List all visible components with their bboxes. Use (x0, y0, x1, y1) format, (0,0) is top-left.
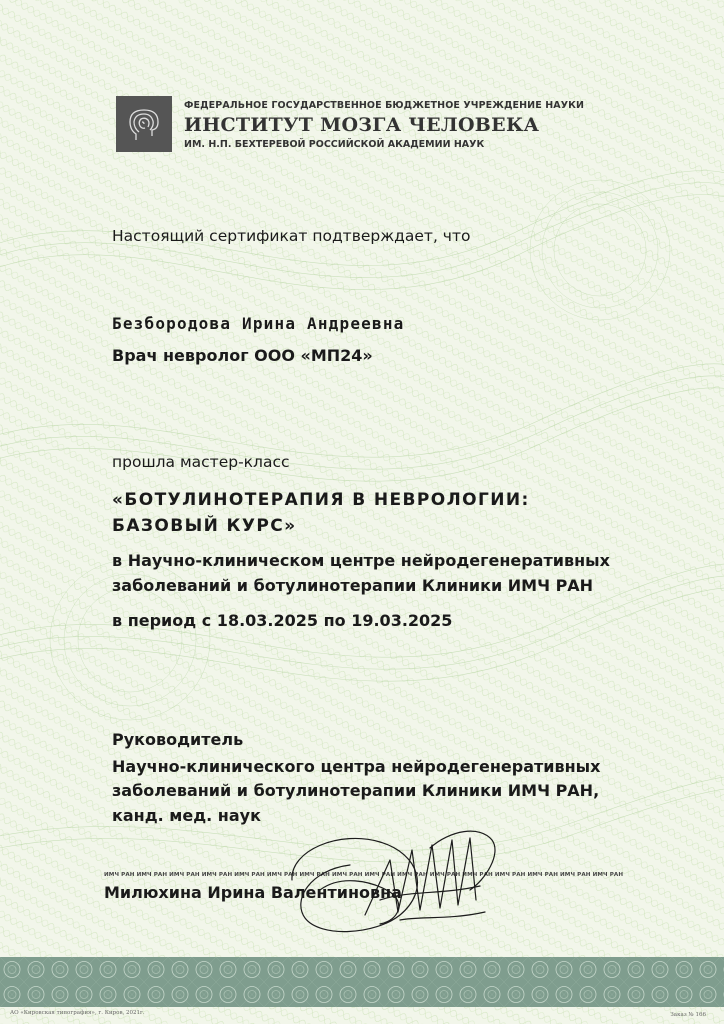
signer-name: Милюхина Ирина Валентиновна (104, 883, 402, 902)
head-title-line1: Руководитель (112, 730, 244, 749)
brain-profile-icon (122, 102, 166, 146)
org-affiliation-line: ИМ. Н.П. БЕХТЕРЕВОЙ РОССИЙСКОЙ АКАДЕМИИ НАУК (184, 139, 485, 150)
order-number: Заказ № 166 (670, 1012, 706, 1018)
ornament-strip (0, 957, 724, 1007)
printer-imprint: АО «Кировская типография», г. Киров, 2021г. (10, 1010, 145, 1016)
org-type-line: ФЕДЕРАЛЬНОЕ ГОСУДАРСТВЕННОЕ БЮДЖЕТНОЕ УЧРЕЖДЕНИЕ НАУКИ (184, 100, 585, 111)
institute-logo (116, 96, 172, 152)
course-title-line2: БАЗОВЫЙ КУРС» (112, 516, 297, 536)
head-title-line2: Научно-клинического центра нейродегенеративных (112, 757, 601, 776)
location-line2: заболеваний и ботулинотерапии Клиники ИМЧ РАН (112, 576, 594, 595)
course-period: в период с 18.03.2025 по 19.03.2025 (112, 611, 453, 630)
head-title-line4: канд. мед. наук (112, 806, 261, 825)
microtext-line: ИМЧ РАН ИМЧ РАН ИМЧ РАН ИМЧ РАН ИМЧ РАН ИМЧ РАН ИМЧ РАН ИМЧ РАН ИМЧ РАН ИМЧ РАН ИМЧ РАН ИМЧ РАН ИМЧ РАН ИМЧ РАН ИМЧ РАН ИМЧ РАН (104, 872, 624, 878)
passed-text: прошла мастер-класс (112, 453, 290, 471)
handwritten-signature (280, 820, 510, 950)
ornament-pattern (0, 957, 724, 1007)
org-name: ИНСТИТУТ МОЗГА ЧЕЛОВЕКА (184, 114, 540, 136)
recipient-name: Безбородова Ирина Андреевна (112, 314, 405, 333)
course-title-line1: «БОТУЛИНОТЕРАПИЯ В НЕВРОЛОГИИ: (112, 490, 530, 510)
confirm-text: Настоящий сертификат подтверждает, что (112, 227, 471, 245)
location-line1: в Научно-клиническом центре нейродегенеративных (112, 551, 610, 570)
head-title-line3: заболеваний и ботулинотерапии Клиники ИМЧ РАН, (112, 781, 600, 800)
recipient-position: Врач невролог ООО «МП24» (112, 346, 373, 365)
